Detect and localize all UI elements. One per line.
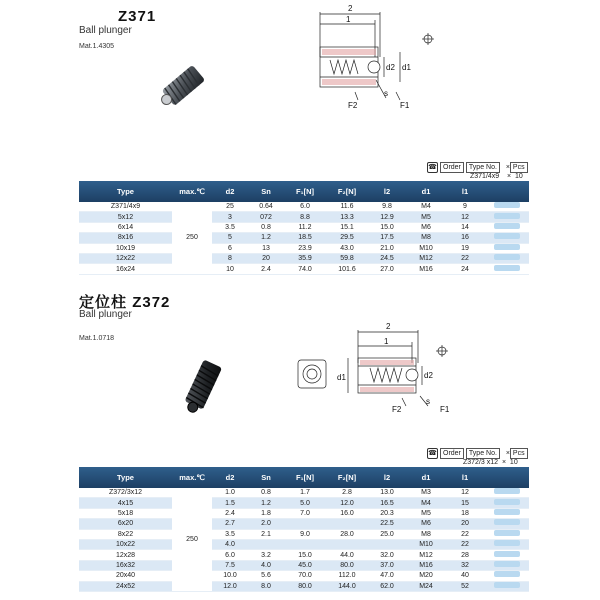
section2-dim1-label: 1 [384,337,389,346]
table-cell: 144.0 [326,581,368,591]
table-cell: 70.0 [284,571,326,581]
table-cell: 6x14 [79,222,172,232]
table-cell: 5x12 [79,212,172,222]
image-placeholder-cell [484,222,529,232]
table-cell: 7.0 [284,508,326,518]
table-cell: 0.8 [248,488,284,498]
order-example-qty: 10 [514,173,523,180]
table-cell: 0.8 [248,222,284,232]
table-cell: 11.6 [326,202,368,212]
table-cell: 1.8 [248,508,284,518]
table-cell: 3.5 [212,529,248,539]
table-cell: M20 [406,571,446,581]
column-header: l2 [368,181,406,202]
order-example-mult: x12 [486,459,499,466]
image-placeholder [494,213,520,219]
table-cell: 25 [212,202,248,212]
table-cell: 3 [212,212,248,222]
table-cell: 5 [212,233,248,243]
column-header: F₁[N] [284,181,326,202]
max-temp-cell: 250 [172,202,212,274]
section2-code-text: Z372 [132,294,171,311]
pcs-label: Pcs [510,162,528,173]
section1-code: Z371 [118,8,157,25]
table-cell: 1.2 [248,233,284,243]
section2-d1-label: d1 [337,373,346,382]
table-cell: 2.7 [212,519,248,529]
table-cell: 27.0 [368,264,406,274]
table-row [79,488,529,498]
table-cell: 3.2 [248,550,284,560]
table-cell: M4 [406,202,446,212]
table-cell: 20x40 [79,571,172,581]
column-header: Type [79,467,172,488]
table-cell: 16x32 [79,560,172,570]
order-label: Order [440,448,464,459]
table-cell: 15.0 [284,550,326,560]
section1-spec-table [79,181,529,275]
table-cell: 4x15 [79,498,172,508]
table-cell: 18 [446,508,484,518]
table-cell: 22 [446,253,484,263]
image-placeholder-cell [484,550,529,560]
column-header: F₁[N] [284,467,326,488]
table-cell: 10x22 [79,539,172,549]
table-row [79,550,529,560]
section1-d2-label: d2 [386,63,395,72]
table-row [79,529,529,539]
order-example-qty: 10 [509,459,518,466]
image-placeholder-cell [484,233,529,243]
table-cell: 15.0 [368,222,406,232]
table-cell: 2.8 [326,488,368,498]
table-cell: 74.0 [284,264,326,274]
section2-dim2-label: 2 [386,322,391,331]
table-cell: 32 [446,560,484,570]
column-header: Sn [248,467,284,488]
image-placeholder-cell [484,253,529,263]
section2-title: Ball plunger [79,309,132,320]
image-placeholder-cell [484,560,529,570]
image-placeholder-cell [484,581,529,591]
table-cell: 2.1 [248,529,284,539]
table-cell: 3.5 [212,222,248,232]
section2-product-image [172,350,232,420]
table-cell: 47.0 [368,571,406,581]
table-cell: 1.5 [212,498,248,508]
table-cell: 8 [212,253,248,263]
table-row [79,233,529,243]
table-cell: 18.5 [284,233,326,243]
table-row [79,212,529,222]
image-placeholder [494,519,520,525]
section1-s-label: s [384,89,388,98]
table-cell: 52 [446,581,484,591]
table-cell: M6 [406,519,446,529]
section1-dim2-label: 2 [348,4,353,13]
table-cell [284,539,326,549]
phone-icon: ☎ [428,164,437,171]
table-cell [284,519,326,529]
table-cell: 32.0 [368,550,406,560]
table-row [79,560,529,570]
column-header: F₂[N] [326,467,368,488]
section1-order-example [470,173,523,180]
table-row [79,222,529,232]
section1-technical-drawing [300,2,440,112]
image-placeholder [494,223,520,229]
section2-code-prefix: 定位柱 [79,294,128,311]
table-cell: 6.0 [212,550,248,560]
table-cell: 8.8 [284,212,326,222]
table-cell: 44.0 [326,550,368,560]
section1-f2-label: F2 [348,101,358,110]
table-cell: 62.0 [368,581,406,591]
table-cell: M8 [406,233,446,243]
table-cell: 12.9 [368,212,406,222]
phone-icon: ☎ [428,450,437,457]
table-cell: 6 [212,243,248,253]
table-cell: M4 [406,498,446,508]
table-cell: 5.0 [284,498,326,508]
image-placeholder [494,509,520,515]
table-cell: 25.0 [368,529,406,539]
section1-d1-label: d1 [402,63,411,72]
image-placeholder [494,499,520,505]
table-cell: 9 [446,202,484,212]
table-cell: 6x20 [79,519,172,529]
table-cell: 12 [446,212,484,222]
table-cell: 13.3 [326,212,368,222]
column-header [484,181,529,202]
table-cell: 4.0 [212,539,248,549]
order-label: Order [440,162,464,173]
table-cell: 45.0 [284,560,326,570]
section1-dim1-label: 1 [346,15,351,24]
table-cell [326,519,368,529]
section2-f1-label: F1 [440,405,450,414]
column-header: l1 [446,467,484,488]
table-cell: 10.0 [212,571,248,581]
table-cell: 4.0 [248,560,284,570]
table-row [79,498,529,508]
section2-f2-label: F2 [392,405,402,414]
image-placeholder [494,551,520,557]
table-cell: 6.0 [284,202,326,212]
table-cell: 11.2 [284,222,326,232]
table-cell: 20 [446,519,484,529]
table-cell: M16 [406,264,446,274]
image-placeholder-cell [484,508,529,518]
section1-order-line [427,162,530,173]
table-cell: 24.5 [368,253,406,263]
column-header: l2 [368,467,406,488]
table-cell: 9.8 [368,202,406,212]
table-cell: M6 [406,222,446,232]
table-header-row [79,467,529,488]
table-row [79,253,529,263]
table-cell: 59.8 [326,253,368,263]
column-header: Sn [248,181,284,202]
image-placeholder-cell [484,498,529,508]
section2-spec-table [79,467,529,592]
table-cell: 80.0 [284,581,326,591]
image-placeholder [494,265,520,271]
typeno-label: Type No. [466,162,500,173]
table-cell: M24 [406,581,446,591]
table-cell: 29.5 [326,233,368,243]
pcs-label: Pcs [510,448,528,459]
table-row [79,571,529,581]
image-placeholder-cell [484,488,529,498]
table-cell: 2.4 [248,264,284,274]
table-cell: 2.4 [212,508,248,518]
table-cell: 10 [212,264,248,274]
times-sign: × [501,459,507,466]
table-row [79,264,529,274]
table-row [79,539,529,549]
table-cell: 2.0 [248,519,284,529]
table-cell: M16 [406,560,446,570]
table-cell [326,539,368,549]
table-row [79,508,529,518]
order-example-type: Z371/4x9 [470,173,500,180]
table-cell: 24 [446,264,484,274]
table-cell: 19 [446,243,484,253]
table-cell: 1.0 [212,488,248,498]
section1-title: Ball plunger [79,25,132,36]
section2-s-label: s [426,397,430,406]
table-cell: M5 [406,508,446,518]
table-cell: 40 [446,571,484,581]
column-header: l1 [446,181,484,202]
image-placeholder-cell [484,571,529,581]
table-cell: M10 [406,243,446,253]
times-sign: × [506,173,512,180]
table-cell: 112.0 [326,571,368,581]
column-header: d1 [406,467,446,488]
table-cell: M12 [406,550,446,560]
image-placeholder [494,254,520,260]
table-cell: 35.9 [284,253,326,263]
table-cell [248,539,284,549]
table-row [79,243,529,253]
table-cell: 10x19 [79,243,172,253]
table-cell: 13 [248,243,284,253]
section2-order-line [427,448,530,459]
table-cell: 22.5 [368,519,406,529]
table-cell: 28.0 [326,529,368,539]
table-cell: 101.6 [326,264,368,274]
table-cell: 80.0 [326,560,368,570]
table-cell: 37.0 [368,560,406,570]
column-header: d1 [406,181,446,202]
table-cell: M3 [406,488,446,498]
table-cell: 16x24 [79,264,172,274]
max-temp-cell: 250 [172,488,212,591]
table-cell: 7.5 [212,560,248,570]
column-header [484,467,529,488]
table-cell: 5x18 [79,508,172,518]
table-cell: 28 [446,550,484,560]
table-cell: 1.7 [284,488,326,498]
table-cell: M5 [406,212,446,222]
table-cell: 16 [446,233,484,243]
table-row [79,202,529,212]
table-cell: 22 [446,529,484,539]
image-placeholder-cell [484,539,529,549]
image-placeholder [494,571,520,577]
image-placeholder-cell [484,529,529,539]
table-cell: 072 [248,212,284,222]
table-cell: 14 [446,222,484,232]
order-example-type: Z372/3 [463,459,485,466]
image-placeholder-cell [484,202,529,212]
image-placeholder [494,530,520,536]
table-cell: 0.64 [248,202,284,212]
image-placeholder [494,233,520,239]
table-cell: 23.9 [284,243,326,253]
typeno-label: Type No. [466,448,500,459]
table-cell: 8x16 [79,233,172,243]
table-cell: 1.2 [248,498,284,508]
table-cell: Z371/4x9 [79,202,172,212]
table-cell: M8 [406,529,446,539]
table-cell: 15.1 [326,222,368,232]
table-cell: 24x52 [79,581,172,591]
times-sign: × [505,164,510,171]
image-placeholder [494,244,520,250]
table-row [79,581,529,591]
table-cell: 5.6 [248,571,284,581]
image-placeholder [494,540,520,546]
image-placeholder [494,582,520,588]
table-cell: 15 [446,498,484,508]
table-row [79,519,529,529]
section2-d2-label: d2 [424,371,433,380]
table-cell: 8.0 [248,581,284,591]
column-header: Type [79,181,172,202]
image-placeholder [494,561,520,567]
table-cell: 22 [446,539,484,549]
image-placeholder-cell [484,212,529,222]
table-cell: M10 [406,539,446,549]
image-placeholder [494,202,520,208]
table-cell: 12.0 [326,498,368,508]
table-cell: 12x28 [79,550,172,560]
column-header: max.℃ [172,467,212,488]
section2-technical-drawing [290,318,450,418]
image-placeholder-cell [484,243,529,253]
section1-f1-label: F1 [400,101,410,110]
table-cell: 16.5 [368,498,406,508]
section1-product-image [152,55,222,115]
column-header: d2 [212,181,248,202]
table-cell: 8x22 [79,529,172,539]
table-cell: 12.0 [212,581,248,591]
table-cell: 43.0 [326,243,368,253]
image-placeholder-cell [484,519,529,529]
table-cell: 12x22 [79,253,172,263]
image-placeholder [494,488,520,494]
section2-material: Mat.1.0718 [79,335,115,342]
table-cell: 16.0 [326,508,368,518]
image-placeholder-cell [484,264,529,274]
section2-order-example [463,459,518,466]
table-cell [368,539,406,549]
section1-material: Mat.1.4305 [79,43,115,50]
table-cell: 12 [446,488,484,498]
table-cell: 17.5 [368,233,406,243]
table-cell: 13.0 [368,488,406,498]
table-cell: 20 [248,253,284,263]
table-cell: 20.3 [368,508,406,518]
column-header: d2 [212,467,248,488]
table-header-row [79,181,529,202]
table-cell: Z372/3x12 [79,488,172,498]
column-header: F₂[N] [326,181,368,202]
table-cell: M12 [406,253,446,263]
column-header: max.℃ [172,181,212,202]
table-cell: 21.0 [368,243,406,253]
times-sign: × [505,450,510,457]
table-cell: 9.0 [284,529,326,539]
